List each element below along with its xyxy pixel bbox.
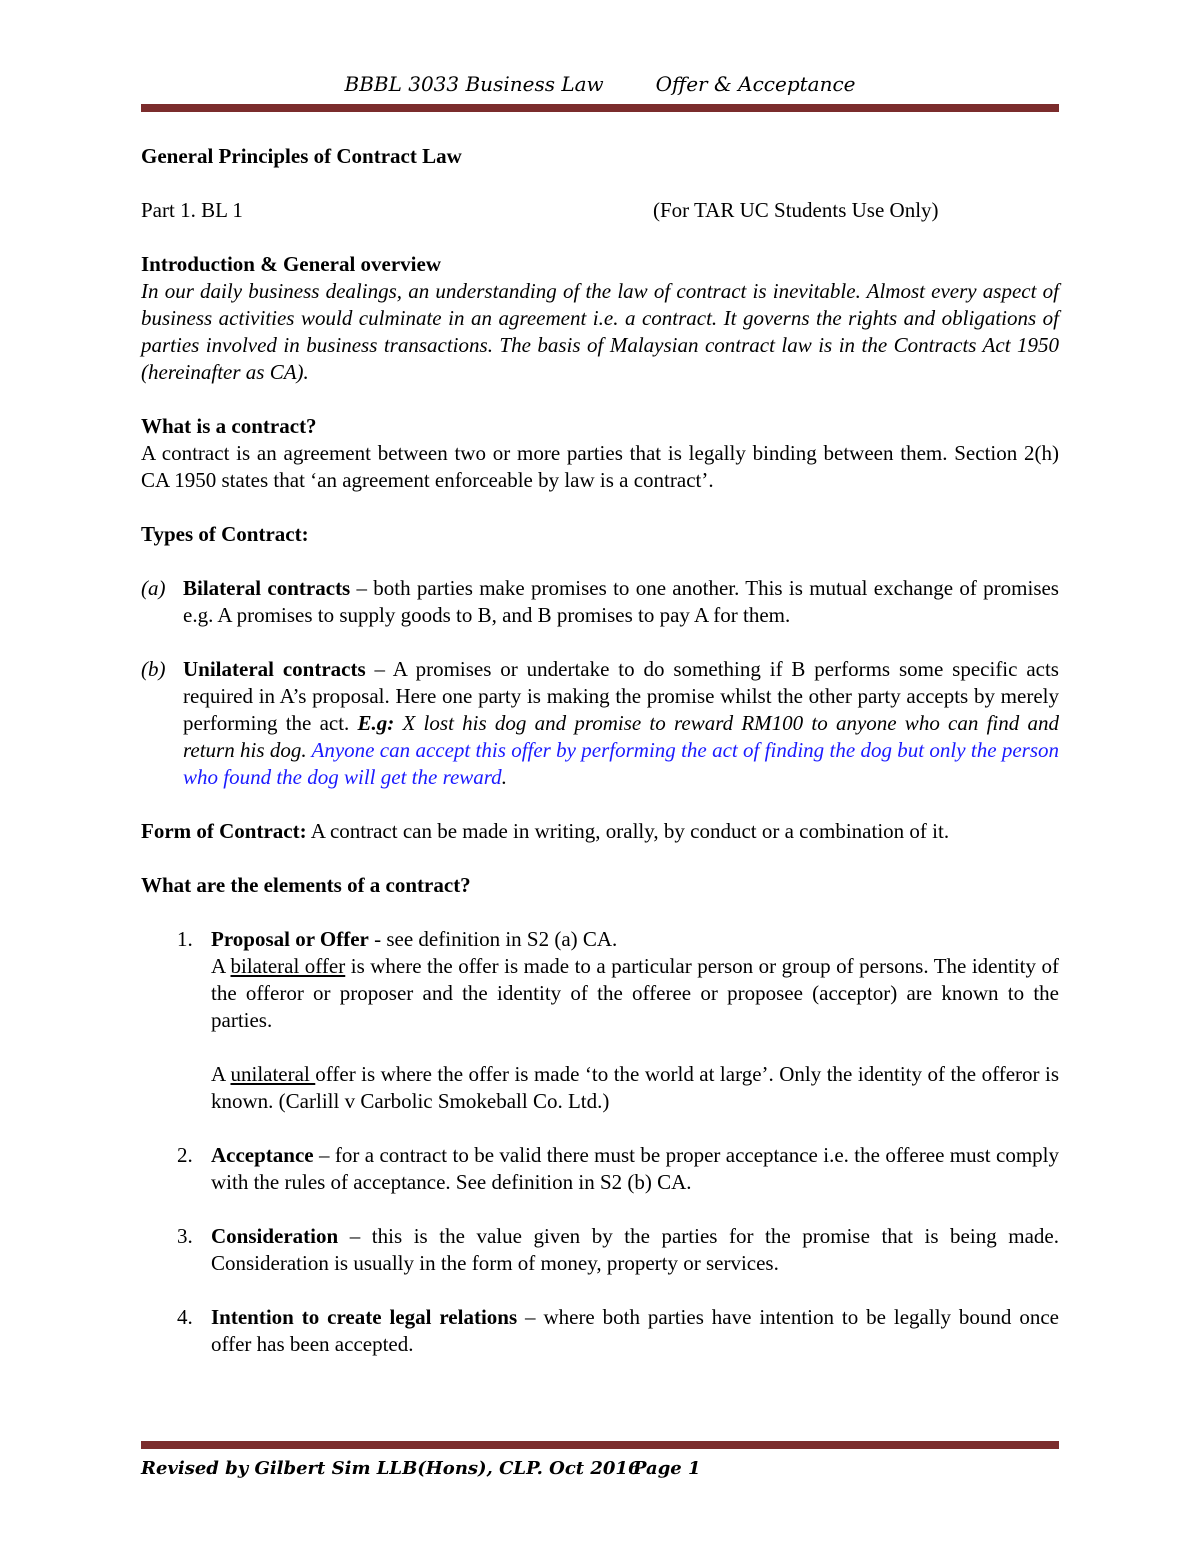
part-note: (For TAR UC Students Use Only) <box>653 198 939 222</box>
document-title: General Principles of Contract Law <box>141 144 462 168</box>
page-footer <box>141 1458 701 1479</box>
type-term-bilateral: Bilateral contracts <box>183 576 351 600</box>
unilateral-offer-prefix: A <box>211 1062 231 1086</box>
example-label: E.g: <box>357 711 395 735</box>
page-number: Page 1 <box>633 1458 701 1479</box>
example-text: X lost his dog and promise to reward RM100 to anyone who can find and return his dog. <box>183 711 1059 762</box>
element-term: Consideration <box>211 1224 339 1248</box>
element-term: Proposal or Offer <box>211 927 369 951</box>
header-topic: Offer & Acceptance <box>655 72 856 96</box>
header-rule <box>141 104 1059 112</box>
element-term: Intention to create legal relations <box>211 1305 518 1329</box>
unilateral-offer-text: offer is where the offer is made ‘to the world at large’. Only the identity of the offeror is known. (Carlill v Carbolic Smokeball Co. Ltd.) <box>211 1062 1059 1113</box>
type-term-unilateral: Unilateral contracts <box>183 657 366 681</box>
element-number: 4. <box>177 1305 193 1329</box>
page-header <box>0 72 1200 96</box>
form-label: Form of Contract: <box>141 819 307 843</box>
element-number: 3. <box>177 1224 193 1248</box>
bilateral-offer-term: bilateral offer <box>230 954 346 978</box>
element-text: - see definition in S2 (a) CA. <box>368 927 618 951</box>
element-number: 1. <box>177 927 193 951</box>
part-label: Part 1. BL 1 <box>141 198 243 222</box>
part-row <box>141 197 1059 224</box>
form-of-contract <box>141 818 1059 845</box>
element-item-offer <box>141 926 1059 1115</box>
element-term: Acceptance <box>211 1143 314 1167</box>
types-heading: Types of Contract: <box>141 522 309 546</box>
element-text: – for a contract to be valid there must be proper acceptance i.e. the offeree must comply with the rules of acceptance. See definition in S2 (b) CA. <box>211 1143 1059 1194</box>
elements-heading: What are the elements of a contract? <box>141 873 471 897</box>
element-item-intention <box>141 1304 1059 1358</box>
example-note: Anyone can accept this offer by performing the act of finding the dog but only the person who found the dog will get the reward <box>183 738 1059 789</box>
bilateral-offer-text: is where the offer is made to a particular person or group of persons. The identity of the offeror or proposer and the identity of the offeree or proposee (acceptor) are known to the parties. <box>211 954 1059 1032</box>
type-item-unilateral <box>141 656 1059 791</box>
element-text: – this is the value given by the parties for the promise that is being made. Consideration is usually in the form of money, property or services. <box>211 1224 1059 1275</box>
document-body <box>141 143 1059 1358</box>
type-text-bilateral: – both parties make promises to one another. This is mutual exchange of promises e.g. A promises to supply goods to B, and B promises to pay A for them. <box>183 576 1059 627</box>
type-text-unilateral: – A promises or undertake to do something if B performs some specific acts required in A’s proposal. Here one party is making the promise whilst the other party accepts by merely performing the act. <box>183 657 1059 735</box>
element-text: – where both parties have intention to be legally bound once offer has been accepted. <box>211 1305 1059 1356</box>
bilateral-offer-prefix: A <box>211 954 231 978</box>
form-text: A contract can be made in writing, orally, by conduct or a combination of it. <box>306 819 950 843</box>
what-is-heading: What is a contract? <box>141 414 317 438</box>
element-item-acceptance <box>141 1142 1059 1196</box>
footer-rule <box>141 1441 1059 1449</box>
element-item-consideration <box>141 1223 1059 1277</box>
type-marker-b: (b) <box>141 657 166 681</box>
header-course: BBBL 3033 Business Law <box>344 72 604 96</box>
intro-text: In our daily business dealings, an understanding of the law of contract is inevitable. Almost every aspect of business activities would culminate in an agreement i.e. a contract. It governs the rights and obligations of parties involved in business transactions. The basis of Malaysian contract law is in the Contracts Act 1950 (hereinafter as CA). <box>141 279 1059 384</box>
example-end: . <box>501 765 507 789</box>
unilateral-offer-term: unilateral <box>230 1062 316 1086</box>
type-item-bilateral <box>141 575 1059 629</box>
footer-revised: Revised by Gilbert Sim LLB(Hons), CLP. Oct 2016 <box>141 1458 641 1479</box>
type-marker-a: (a) <box>141 576 166 600</box>
what-is-text: A contract is an agreement between two or more parties that is legally binding between them. Section 2(h) CA 1950 states that ‘an agreement enforceable by law is a contract’. <box>141 441 1059 492</box>
element-number: 2. <box>177 1143 193 1167</box>
intro-heading: Introduction & General overview <box>141 252 441 276</box>
